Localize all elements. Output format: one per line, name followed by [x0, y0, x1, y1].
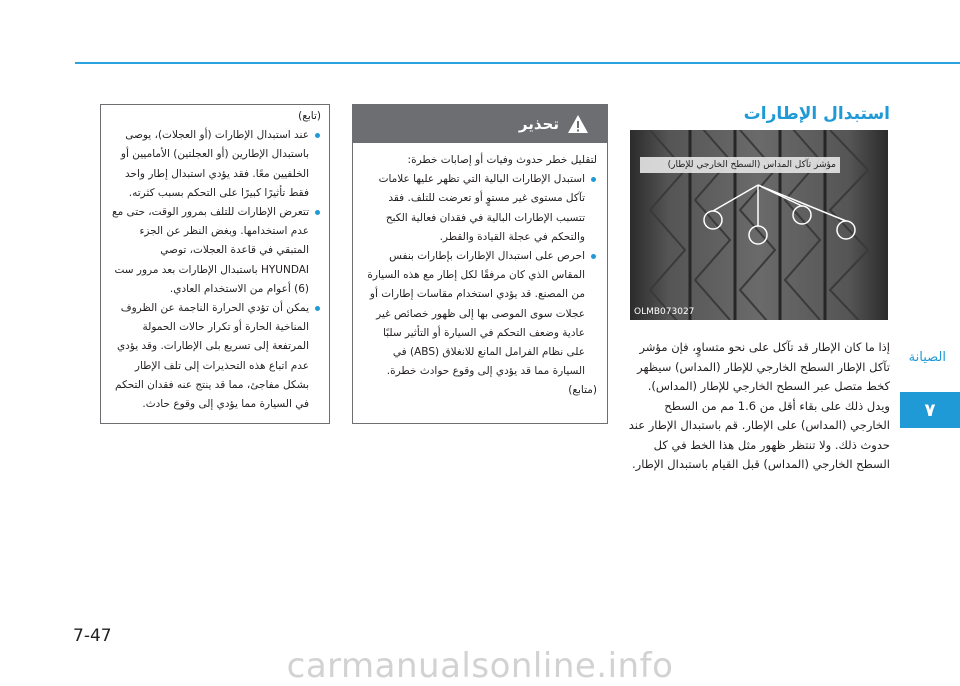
warning-list — [363, 170, 597, 381]
continued-item: تتعرض الإطارات للتلف بمرور الوقت، حتى مع عدم استخدامها. وبغض النظر عن الجزء المتبقي في قاعدة العجلات، توصي HYUNDAI باستبدال الإطارات بعد مرور ست (6) أعوام من الاستخدام العادي. — [109, 203, 321, 299]
section-title: استبدال الإطارات — [743, 104, 890, 124]
warning-item: استبدل الإطارات البالية التي تظهر عليها علامات تآكل مستوى غير مستوٍ أو تعرضت للتلف. فقد تتسبب الإطارات البالية في فقدان فعالية الكبح والتحكم في عجلة القيادة والقطر. — [363, 170, 597, 247]
warning-intro: لتقليل خطر حدوث وفيات أو إصابات خطرة: — [407, 154, 597, 166]
warning-body — [353, 143, 607, 401]
figure-code: OLMB073027 — [634, 307, 695, 317]
figure-caption: مؤشر تآكل المداس (السطح الخارجي للإطار) — [640, 157, 840, 173]
continued-list — [109, 126, 321, 414]
tire-replacement-body — [628, 338, 890, 475]
continued-box — [100, 104, 330, 424]
continued-header: (تابع) — [298, 110, 321, 122]
watermark: carmanualsonline.info — [286, 646, 674, 686]
continued-item: عند استبدال الإطارات (أو العجلات)، يوصى باستبدال الإطارين (أو العجلتين) الأماميين أو الخلفيين معًا. فقد يؤدي استبدال إطار واحد فقط تأثيرًا كبيرًا على التحكم بسبب كثرته. — [109, 126, 321, 203]
continued-label: (متابع) — [568, 384, 597, 397]
warning-box — [352, 104, 608, 424]
warning-title: تحذير — [518, 115, 559, 133]
chapter-tab: ٧ — [900, 392, 960, 428]
continued-item: يمكن أن تؤدي الحرارة الناجمة عن الظروف المناخية الحارة أو تكرار حالات الحمولة المرتفعة إلى تسريع بلى الإطارات. وقد يؤدي عدم اتباع هذه التحذيرات إلى تلف الإطار بشكل مفاجئ، مما قد ينتج عنه فقدان التحكم في السيارة مما يؤدي إلى وقوع حادث. — [109, 299, 321, 414]
warning-item: احرص على استبدال الإطارات بإطارات بنفس المقاس الذي كان مرفقًا لكل إطار مع هذه السيارة من المصنع. قد يؤدي استخدام مقاسات إطارات أو عجلات سوى الموصى بها إلى ظهور خصائص غير عادية وضعف التحكم في السيارة أو التأثير سلبًا على نظام الفرامل المانع للانغلاق (ABS) في السيارة مما قد يؤدي إلى وقوع حوادث خطرة. — [363, 247, 597, 381]
page-number: 7-47 — [73, 626, 112, 646]
warning-triangle-icon — [567, 114, 589, 134]
body-paragraph: إذا ما كان الإطار قد تآكل على نحو متساوٍ، فإن مؤشر تآكل الإطار السطح الخارجي للإطار (المداس) سيظهر كخط متصل عبر السطح الخارجي للإطار (المداس). ويدل ذلك على بقاء أقل من 1.6 مم من السطح الخارجي (المداس) على الإطار. قم باستبدال الإطار عند حدوث ذلك. ولا تنتظر ظهور مثل هذا الخط في كل السطح الخارجي (المداس) قبل القيام باستبدال الإطار. — [628, 340, 890, 471]
chapter-side-label: الصيانة — [908, 350, 946, 365]
warning-header — [353, 105, 607, 143]
top-rule — [75, 62, 960, 64]
